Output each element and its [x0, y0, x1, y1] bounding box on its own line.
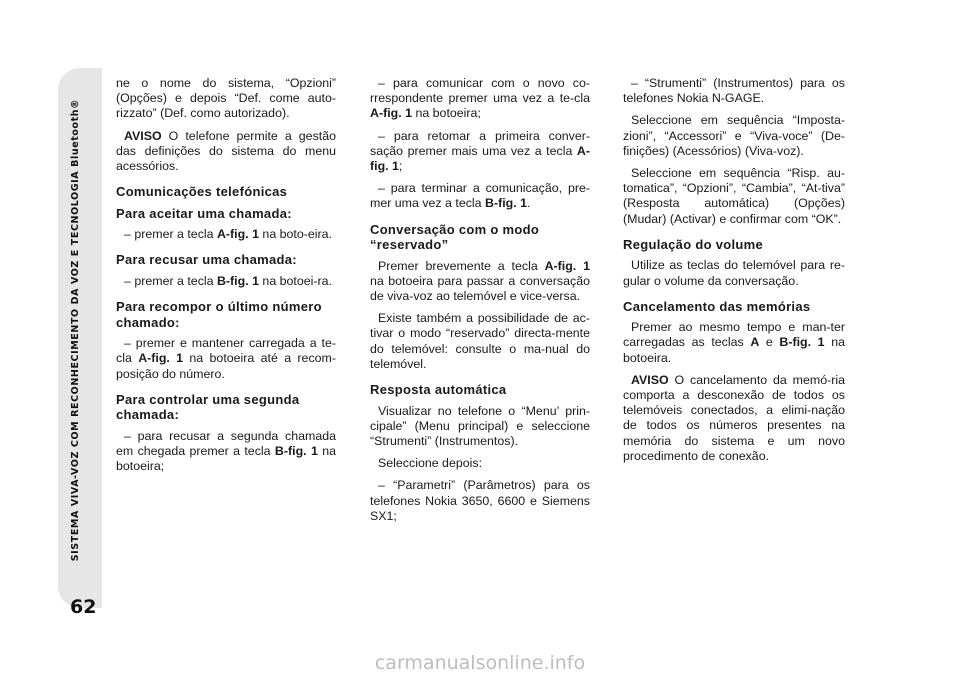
- section-heading: Comunicações telefónicas: [116, 184, 288, 200]
- warning-text: O telefone permite a gestão das definições do sistema do menu acessórios.: [116, 128, 336, 174]
- text: ;: [398, 159, 403, 174]
- paragraph: [116, 336, 336, 382]
- text: na botoei-ra.: [258, 273, 332, 288]
- text: Premer ao mesmo tempo e man-ter carregadas as teclas: [623, 320, 845, 350]
- key-ref: A-fig. 1: [370, 143, 590, 174]
- subheading: Resposta automática: [370, 382, 507, 398]
- subheading: Para recusar uma chamada:: [116, 252, 297, 268]
- warning-label: AVISO: [124, 128, 162, 143]
- paragraph: ne o nome do sistema, “Opzioni” (Opções) e depois “Def. come auto-rizzato” (Def. como autorizado).: [116, 76, 336, 121]
- text: .: [527, 196, 531, 211]
- key-ref: B-fig. 1: [216, 273, 259, 288]
- paragraph: Seleccione em sequência “Imposta-zioni”, “Accessori” e “Viva-voce” (De-finições) (Acessórios) (Viva-voz).: [623, 113, 845, 158]
- page-number: 62: [70, 596, 97, 618]
- key-ref: A-fig. 1: [216, 227, 259, 242]
- text: na botoeira;: [116, 443, 336, 474]
- key-ref: B-fig. 1: [485, 196, 528, 211]
- text: – para terminar a comunicação, pre-mer uma vez a tecla: [370, 181, 590, 211]
- key-ref: A-fig. 1: [138, 351, 184, 366]
- paragraph: Existe também a possibilidade de ac-tivar o modo “reservado” directa-mente do telemóvel: consulte o ma-nual do telemóvel.: [370, 311, 590, 371]
- side-section-title: SISTEMA VIVA-VOZ COM RECONHECIMENTO DA VOZ E TECNOLOGIA Bluetooth®: [70, 98, 81, 562]
- column-3: [623, 76, 845, 471]
- paragraph: [370, 129, 590, 175]
- text: na botoeira até a recom-posição do número.: [116, 351, 336, 381]
- text: – para retomar a primeira conver-sação premer mais uma vez a tecla: [370, 128, 590, 158]
- column-1: [116, 76, 336, 481]
- paragraph: [370, 181, 590, 211]
- text: – para comunicar com o novo co-rrespondente premer uma vez a te-cla: [370, 76, 590, 106]
- paragraph: [370, 259, 590, 305]
- text: na botoeira.: [623, 335, 845, 365]
- warning-paragraph: [116, 129, 336, 175]
- text: – premer e mantener carregada a te-cla: [116, 336, 336, 366]
- text: na botoeira para passar a conversação de viva-voz ao telemóvel e vice-versa.: [370, 273, 590, 304]
- text: na botoeira;: [412, 106, 481, 121]
- warning-text: O cancelamento da memó-ria comporta a desconexão de todos os telemóveis conectados, a elimi-nação de todos os números presentes na memória do sistema e um novo procedimento de conexão.: [623, 372, 845, 463]
- text: – para recusar a segunda chamada em chegada premer a tecla: [116, 428, 336, 458]
- subheading: Cancelamento das memórias: [623, 298, 811, 314]
- paragraph: Seleccione depois:: [378, 456, 483, 471]
- key-ref: B-fig. 1: [274, 443, 318, 458]
- paragraph: Seleccione em sequência “Risp. au-tomatica”, “Opzioni”, “Cambia”, “At-tiva” (Resposta automática) (Opções) (Mudar) (Activar) e confirmar com “OK”.: [623, 166, 845, 226]
- subheading: Para controlar uma segunda chamada:: [116, 391, 300, 423]
- text: – premer a tecla: [124, 227, 217, 242]
- column-2: [370, 76, 590, 531]
- paragraph: Visualizar no telefone o “Menu’ prin-cipale” (Menu principal) e seleccione “Strumenti” (Instrumentos).: [370, 403, 590, 448]
- warning-paragraph: [623, 373, 845, 464]
- subheading: Regulação do volume: [623, 236, 764, 252]
- paragraph: [116, 274, 336, 289]
- key-ref: A-fig. 1: [370, 106, 412, 121]
- paragraph: – “Strumenti” (Instrumentos) para os telefones Nokia N-GAGE.: [623, 76, 845, 106]
- key-ref: A: [750, 335, 760, 350]
- subheading: Para aceitar uma chamada:: [116, 205, 292, 221]
- text: e: [759, 335, 780, 350]
- watermark-footer: carmanualsonline.info: [374, 652, 586, 674]
- paragraph: [116, 227, 336, 242]
- paragraph: Utilize as teclas do telemóvel para re-gular o volume da conversação.: [623, 258, 845, 288]
- text: na boto-eira.: [258, 227, 332, 242]
- paragraph: [116, 429, 336, 475]
- text: – premer a tecla: [124, 273, 217, 288]
- paragraph: [623, 320, 845, 366]
- text: Premer brevemente a tecla: [378, 258, 545, 273]
- warning-label: AVISO: [631, 372, 669, 387]
- subheading: Para recompor o último número chamado:: [116, 299, 322, 330]
- key-ref: B-fig. 1: [779, 335, 825, 350]
- paragraph: [370, 76, 590, 122]
- paragraph: – “Parametri” (Parâmetros) para os telefones Nokia 3650, 6600 e Siemens SX1;: [370, 478, 590, 523]
- key-ref: A-fig. 1: [544, 258, 590, 273]
- subheading: Conversação com o modo “reservado”: [370, 221, 540, 253]
